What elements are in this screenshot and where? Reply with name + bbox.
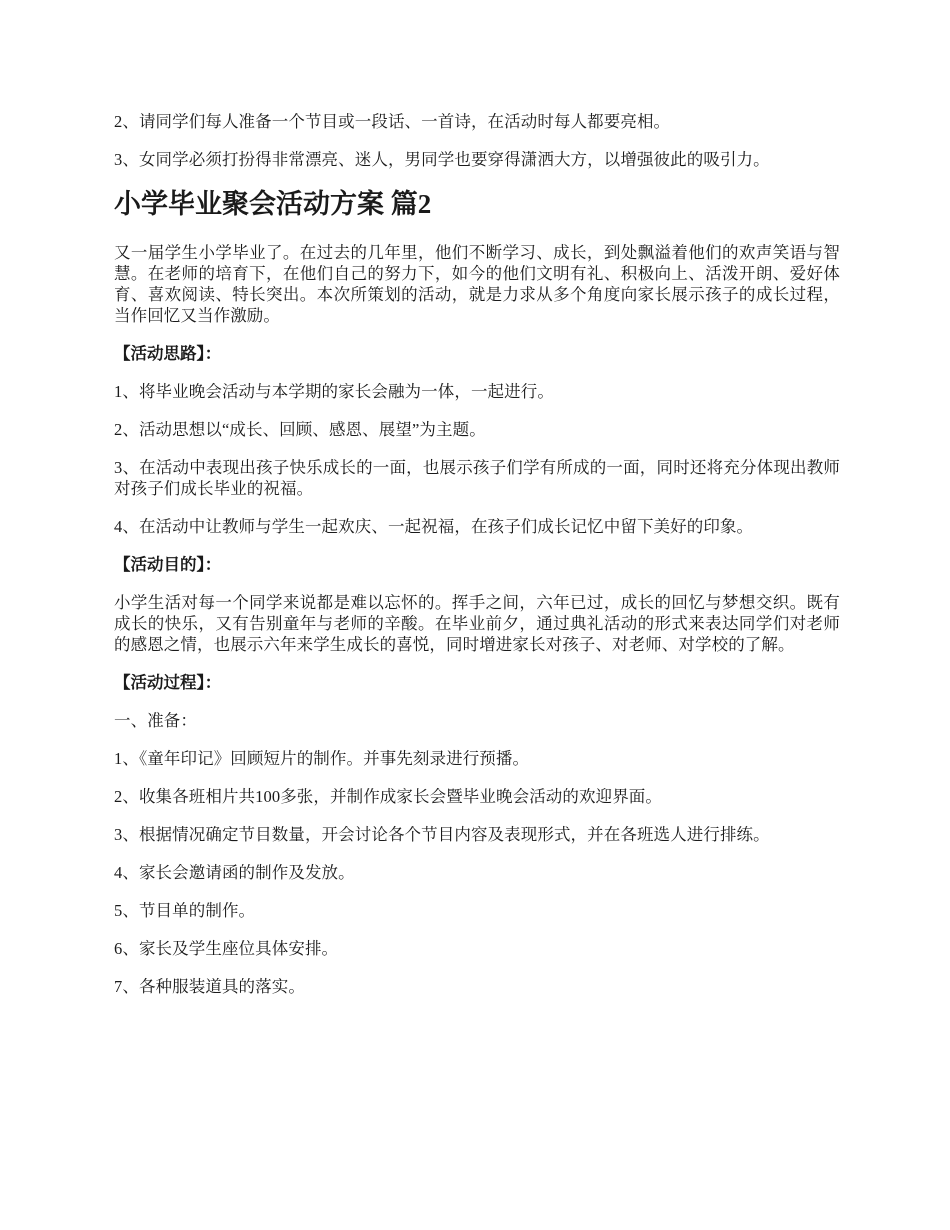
prep-item: 6、家长及学生座位具体安排。 [114,939,339,958]
prep-item: 4、家长会邀请函的制作及发放。 [114,863,355,882]
section-title: 小学毕业聚会活动方案 篇2 [114,189,432,219]
prep-item: 3、根据情况确定节目数量，开会讨论各个节目内容及表现形式，并在各班选人进行排练。 [114,825,770,844]
prep-item: 7、各种服装道具的落实。 [114,977,305,996]
process-label: 【活动过程】： [114,673,222,692]
idea-item: 2、活动思想以“成长、回顾、感恩、展望”为主题。 [114,420,486,439]
idea-label: 【活动思路】： [114,344,222,363]
intro-item: 3、女同学必须打扮得非常漂亮、迷人，男同学也要穿得潇洒大方，以增强彼此的吸引力。 [114,150,770,169]
purpose-label: 【活动目的】： [114,555,222,574]
section-intro: 又一届学生小学毕业了。在过去的几年里，他们不断学习、成长，到处飘溢着他们的欢声笑语与智慧。在老师的培育下，在他们自己的努力下，如今的他们文明有礼、积极向上、活泼开朗、爱好体育、喜欢阅读、特长突出。本次所策划的活动，就是力求从多个角度向家长展示孩子的成长过程，当作回忆又当作激励。 [114,243,840,325]
intro-item: 2、请同学们每人准备一个节目或一段话、一首诗，在活动时每人都要亮相。 [114,112,671,131]
prep-item: 5、节目单的制作。 [114,901,256,920]
document-page [114,111,840,1014]
idea-item: 3、在活动中表现出孩子快乐成长的一面，也展示孩子们学有所成的一面，同时还将充分体现出教师对孩子们成长毕业的祝福。 [114,458,840,498]
prep-item: 1、《童年印记》回顾短片的制作。并事先刻录进行预播。 [114,749,530,768]
purpose-text: 小学生活对每一个同学来说都是难以忘怀的。挥手之间，六年已过，成长的回忆与梦想交织。既有成长的快乐，又有告别童年与老师的辛酸。在毕业前夕，通过典礼活动的形式来表达同学们对老师的感恩之情，也展示六年来学生成长的喜悦，同时增进家长对孩子、对老师、对学校的了解。 [114,593,840,654]
prep-item: 2、收集各班相片共100多张，并制作成家长会暨毕业晚会活动的欢迎界面。 [114,787,662,806]
idea-item: 4、在活动中让教师与学生一起欢庆、一起祝福，在孩子们成长记忆中留下美好的印象。 [114,517,754,536]
idea-item: 1、将毕业晚会活动与本学期的家长会融为一体，一起进行。 [114,382,554,401]
prep-heading: 一、准备： [114,711,197,730]
